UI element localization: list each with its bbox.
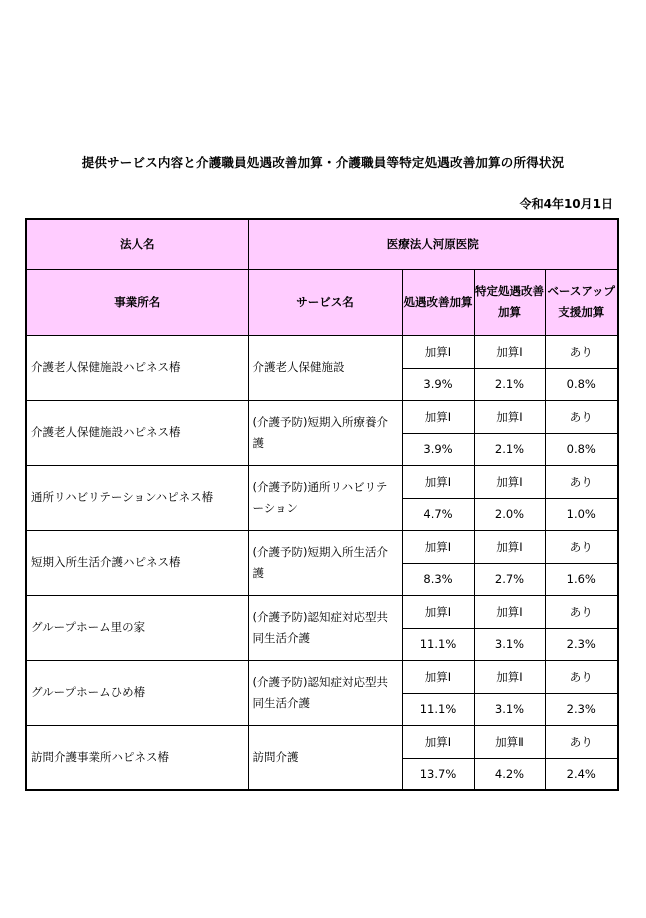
table-row — [26, 595, 618, 628]
kaizen-level: 加算Ⅰ — [402, 595, 474, 628]
office-name: 訪問介護事業所ハピネス椿 — [26, 725, 248, 790]
service-name: (介護予防)短期入所生活介護 — [248, 530, 402, 595]
kaizen-level: 加算Ⅰ — [402, 335, 474, 368]
kaizen-rate: 3.9% — [402, 368, 474, 400]
baseup-rate: 0.8% — [545, 368, 618, 400]
service-name: (介護予防)認知症対応型共同生活介護 — [248, 595, 402, 660]
service-status-table — [25, 218, 619, 791]
corp-name-label: 法人名 — [26, 219, 248, 269]
service-name: (介護予防)短期入所療養介護 — [248, 400, 402, 465]
kaizen-rate: 13.7% — [402, 758, 474, 790]
document-date: 令和4年10月1日 — [519, 197, 613, 211]
tokutei-rate: 2.1% — [474, 433, 545, 465]
kaizen-level: 加算Ⅰ — [402, 530, 474, 563]
tokutei-level: 加算Ⅰ — [474, 335, 545, 368]
baseup-level: あり — [545, 660, 618, 693]
kaizen-rate: 11.1% — [402, 628, 474, 660]
corp-name-value: 医療法人河原医院 — [248, 219, 618, 269]
tokutei-rate: 2.1% — [474, 368, 545, 400]
tokutei-level: 加算Ⅰ — [474, 400, 545, 433]
tokutei-rate: 2.7% — [474, 563, 545, 595]
service-name: 介護老人保健施設 — [248, 335, 402, 400]
tokutei-rate: 3.1% — [474, 693, 545, 725]
baseup-rate: 2.3% — [545, 628, 618, 660]
service-name: (介護予防)通所リハビリテーション — [248, 465, 402, 530]
tokutei-rate: 2.0% — [474, 498, 545, 530]
baseup-rate: 2.3% — [545, 693, 618, 725]
kaizen-level: 加算Ⅰ — [402, 725, 474, 758]
header-service: サービス名 — [248, 269, 402, 335]
baseup-level: あり — [545, 465, 618, 498]
tokutei-level: 加算Ⅰ — [474, 530, 545, 563]
kaizen-rate: 4.7% — [402, 498, 474, 530]
baseup-level: あり — [545, 595, 618, 628]
document-title: 提供サービス内容と介護職員処遇改善加算・介護職員等特定処遇改善加算の所得状況 — [81, 155, 565, 170]
table-row — [26, 465, 618, 498]
baseup-rate: 2.4% — [545, 758, 618, 790]
header-baseup: ベースアップ支援加算 — [545, 269, 618, 335]
baseup-level: あり — [545, 530, 618, 563]
baseup-rate: 1.6% — [545, 563, 618, 595]
tokutei-level: 加算Ⅰ — [474, 465, 545, 498]
column-header-row — [26, 269, 618, 335]
service-name: (介護予防)認知症対応型共同生活介護 — [248, 660, 402, 725]
service-name: 訪問介護 — [248, 725, 402, 790]
table-row — [26, 725, 618, 758]
tokutei-level: 加算Ⅱ — [474, 725, 545, 758]
header-tokutei: 特定処遇改善加算 — [474, 269, 545, 335]
baseup-rate: 1.0% — [545, 498, 618, 530]
office-name: 介護老人保健施設ハピネス椿 — [26, 335, 248, 400]
header-office: 事業所名 — [26, 269, 248, 335]
baseup-level: あり — [545, 335, 618, 368]
office-name: 短期入所生活介護ハピネス椿 — [26, 530, 248, 595]
kaizen-level: 加算Ⅰ — [402, 465, 474, 498]
office-name: グループホーム里の家 — [26, 595, 248, 660]
tokutei-level: 加算Ⅰ — [474, 660, 545, 693]
baseup-level: あり — [545, 725, 618, 758]
tokutei-level: 加算Ⅰ — [474, 595, 545, 628]
kaizen-rate: 11.1% — [402, 693, 474, 725]
office-name: 通所リハビリテーションハピネス椿 — [26, 465, 248, 530]
baseup-level: あり — [545, 400, 618, 433]
office-name: 介護老人保健施設ハピネス椿 — [26, 400, 248, 465]
table-row — [26, 335, 618, 368]
tokutei-rate: 3.1% — [474, 628, 545, 660]
corporation-row — [26, 219, 618, 269]
table-row — [26, 530, 618, 563]
baseup-rate: 0.8% — [545, 433, 618, 465]
tokutei-rate: 4.2% — [474, 758, 545, 790]
kaizen-rate: 8.3% — [402, 563, 474, 595]
header-kaizen: 処遇改善加算 — [402, 269, 474, 335]
kaizen-level: 加算Ⅰ — [402, 660, 474, 693]
office-name: グループホームひめ椿 — [26, 660, 248, 725]
kaizen-rate: 3.9% — [402, 433, 474, 465]
table-row — [26, 660, 618, 693]
table-row — [26, 400, 618, 433]
kaizen-level: 加算Ⅰ — [402, 400, 474, 433]
